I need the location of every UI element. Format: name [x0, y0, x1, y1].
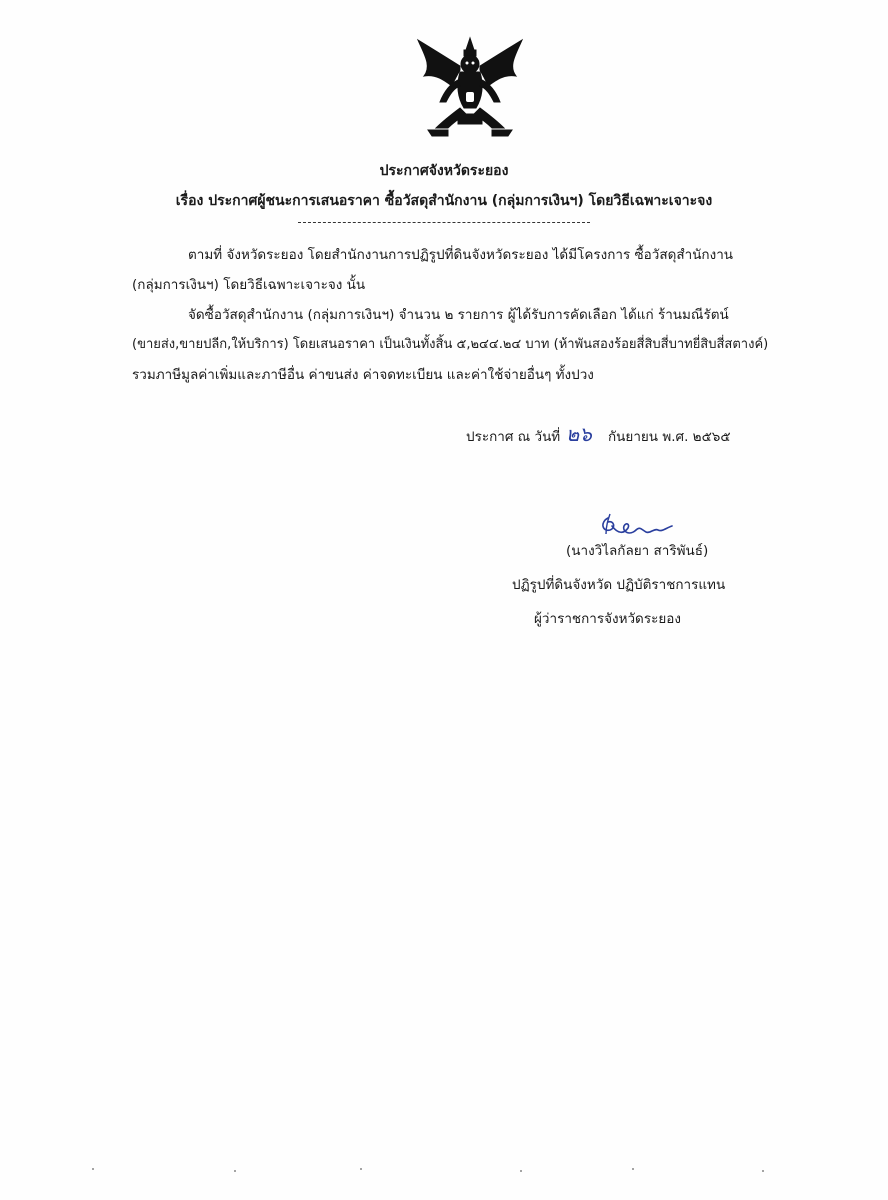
garuda-emblem-icon	[414, 36, 526, 140]
signer-position-2: ผู้ว่าราชการจังหวัดระยอง	[534, 611, 681, 627]
scan-speck	[762, 1170, 764, 1172]
handwritten-signature-icon	[596, 512, 678, 542]
signer-name: (นางวิไลกัลยา สาริพันธ์)	[566, 543, 709, 559]
scan-speck	[92, 1168, 94, 1170]
date-day-handwritten: ๒๖	[566, 422, 592, 446]
scan-speck	[360, 1168, 362, 1170]
paragraph-2-line-1: จัดซื้อวัสดุสำนักงาน (กลุ่มการเงินฯ) จำนวน ๒ รายการ ผู้ได้รับการคัดเลือก ได้แก่ ร้านมณีรัตน์	[188, 307, 729, 323]
scan-speck	[520, 1170, 522, 1172]
scan-speck	[234, 1170, 236, 1172]
separator-line	[298, 222, 590, 223]
paragraph-1-line-1: ตามที่ จังหวัดระยอง โดยสำนักงานการปฏิรูปที่ดินจังหวัดระยอง ได้มีโครงการ ซื้อวัสดุสำนักงาน	[188, 247, 734, 263]
announcement-title: ประกาศจังหวัดระยอง	[379, 163, 509, 179]
signer-position-1: ปฏิรูปที่ดินจังหวัด ปฏิบัติราชการแทน	[512, 577, 726, 593]
announcement-subject: เรื่อง ประกาศผู้ชนะการเสนอราคา ซื้อวัสดุสำนักงาน (กลุ่มการเงินฯ) โดยวิธีเฉพาะเจาะจง	[175, 193, 713, 209]
paragraph-2-line-3: รวมภาษีมูลค่าเพิ่มและภาษีอื่น ค่าขนส่ง ค่าจดทะเบียน และค่าใช้จ่ายอื่นๆ ทั้งปวง	[132, 367, 594, 383]
date-prefix: ประกาศ ณ วันที่	[466, 429, 561, 445]
date-suffix: กันยายน พ.ศ. ๒๕๖๕	[608, 429, 731, 445]
scan-speck	[632, 1168, 634, 1170]
paragraph-1-line-2: (กลุ่มการเงินฯ) โดยวิธีเฉพาะเจาะจง นั้น	[132, 277, 366, 293]
paragraph-2-line-2: (ขายส่ง,ขายปลีก,ให้บริการ) โดยเสนอราคา เป็นเงินทั้งสิ้น ๕,๒๔๔.๒๔ บาท (ห้าพันสองร้อยสี่สิบสี่บาทยี่สิบสี่สตางค์)	[132, 337, 769, 352]
